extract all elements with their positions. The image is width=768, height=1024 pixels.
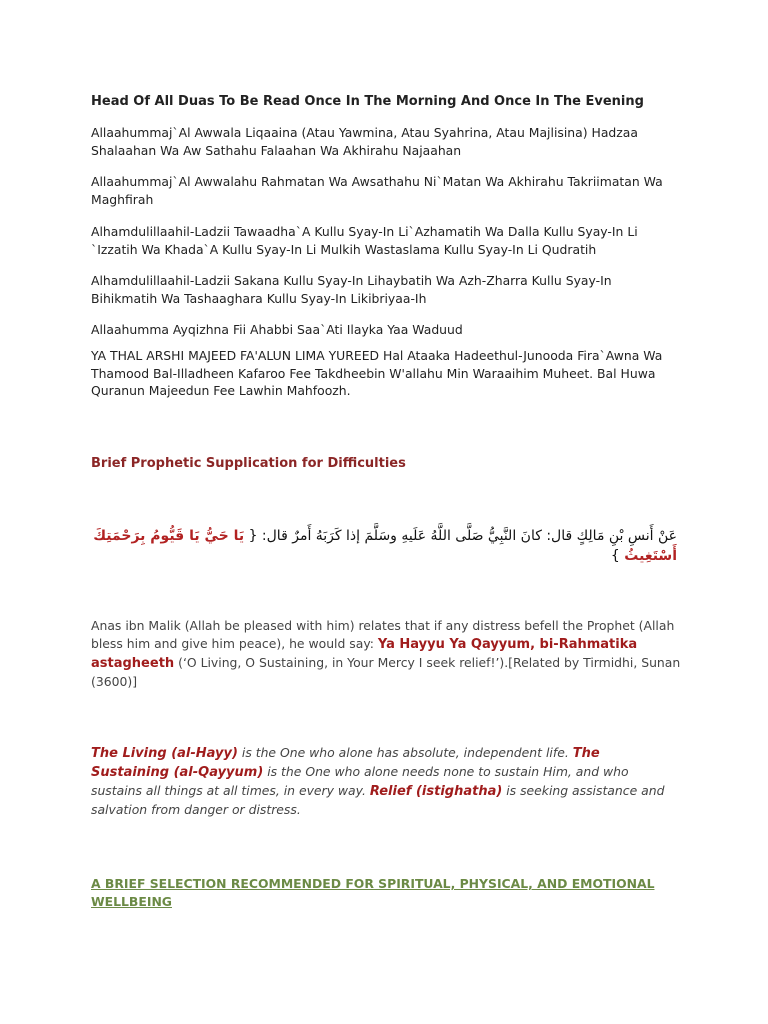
wellbeing-selection-link[interactable]: A BRIEF SELECTION RECOMMENDED FOR SPIRITUAL, PHYSICAL, AND EMOTIONAL WELLBEING [91, 876, 655, 909]
def-relief: is seeking assistance and salvation from danger or distress. [91, 783, 665, 817]
hadith-translation [91, 617, 681, 691]
arabic-intro: عَنْ أَنسِ بْنِ مَالِكٍ قال: كانَ النَّبِيُّ صَلَّى اللَّهُ عَلَيهِ وسَلَّمَ إذا كَرَبَهُ أَمرٌ قال: { [248, 528, 677, 544]
page-title: Head Of All Duas To Be Read Once In The Morning And Once In The Evening [91, 94, 644, 109]
dua-paragraph-6: YA THAL ARSHI MAJEED FA'ALUN LIMA YUREED Hal Ataaka Hadeethul-Junooda Fira`Awna Wa Thamood Bal-Illadheen Kafaroo Fee Takdheebin W'allahu Min Waraaihim Muheet. Bal Huwa Quranun Majeedun Fee Lawhin Mahfoozh. [91, 348, 663, 398]
dua-paragraph-4: Alhamdulillaahil-Ladzii Sakana Kullu Syay-In Lihaybatih Wa Azh-Zharra Kullu Syay-In Bihikmatih Wa Tashaaghara Kullu Syay-In Likibriyaa-Ih [91, 273, 612, 306]
section-title: Brief Prophetic Supplication for Difficulties [91, 456, 406, 471]
hadith-highlight: Ya Hayyu Ya Qayyum, bi-Rahmatika astagheeth [91, 637, 638, 671]
def-sustaining: is the One who alone needs none to sustain Him, and who sustains all things at all times, in every way. [91, 764, 629, 798]
hadith-text-2: (‘O Living, O Sustaining, in Your Mercy I seek relief!’).[Related by Tirmidhi, Sunan (3600)] [91, 655, 681, 689]
dua-paragraph-3: Alhamdulillaahil-Ladzii Tawaadha`A Kullu Syay-In Li`Azhamatih Wa Dalla Kullu Syay-In Li `Izzatih Wa Khada`A Kullu Syay-In Li Mulkih Wastaslama Kullu Syay-In Li Qudratih [91, 224, 638, 257]
hadith-text-1: Anas ibn Malik (Allah be pleased with him) relates that if any distress befell the Prophet (Allah bless him and give him peace), he would say: [91, 618, 675, 651]
dua-paragraph-2: Allaahummaj`Al Awwalahu Rahmatan Wa Awsathahu Ni`Matan Wa Akhirahu Takriimatan Wa Maghfirah [91, 174, 663, 207]
def-living: is the One who alone has absolute, independent life. [237, 745, 573, 760]
arabic-hadith [91, 526, 677, 566]
dua-paragraph-5: Allaahumma Ayqizhna Fii Ahabbi Saa`Ati Ilayka Yaa Waduud [91, 322, 463, 337]
dua-paragraph-1: Allaahummaj`Al Awwala Liqaaina (Atau Yawmina, Atau Syahrina, Atau Majlisina) Hadzaa Shalaahan Wa Aw Sathahu Falaahan Wa Akhirahu Najaahan [91, 125, 638, 158]
arabic-dua: يَا حَيُّ يَا قَيُّومُ بِرَحْمَتِكَ أَسْتَغِيثُ [93, 528, 677, 564]
definitions-paragraph [91, 744, 681, 819]
arabic-close: } [610, 548, 620, 564]
term-relief: Relief (istighatha) [369, 784, 503, 799]
term-living: The Living (al-Hayy) [91, 746, 238, 761]
term-sustaining: The Sustaining (al-Qayyum) [91, 746, 600, 780]
